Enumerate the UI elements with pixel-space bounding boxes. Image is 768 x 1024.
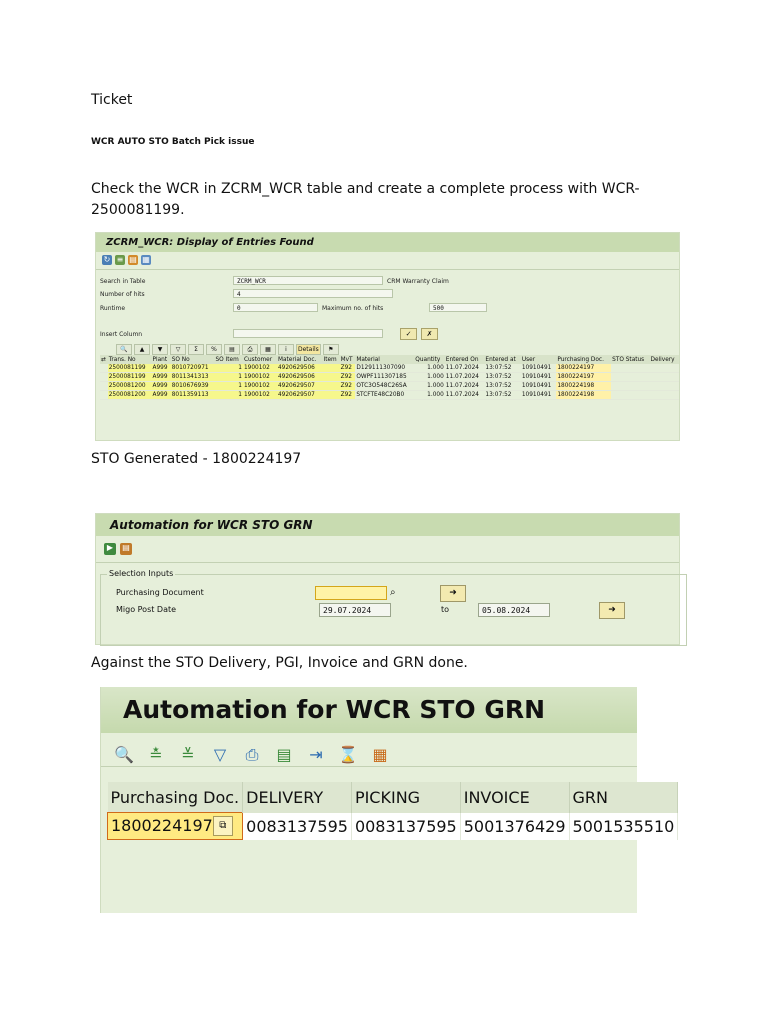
table-cell [322,382,339,391]
table-cell: 10910491 [521,391,557,400]
table-cell: 1 [214,364,242,373]
table-cell: 2500081200 [108,391,152,400]
table-cell: 1800224197 [556,364,611,373]
search-table-label: Search in Table [100,278,146,285]
confirm-button[interactable]: ✓ [400,328,417,340]
table-cell: 2500081199 [108,364,152,373]
migo-post-date-label: Migo Post Date [116,605,177,614]
table-cell: 0083137595 [351,813,460,840]
subtotal-icon[interactable]: % [206,344,222,355]
screen-title: Automation for WCR STO GRN [96,514,679,536]
table-cell: 1800224198 [556,391,611,400]
export-list-icon[interactable]: ▤ [224,344,240,355]
column-header[interactable]: Entered at [484,355,520,364]
table-cell: Z92 [340,382,356,391]
table-cell [650,373,679,382]
table-cell: OTC3O548C26SA [355,382,414,391]
local-file-icon[interactable]: ⌛ [338,745,358,764]
table-cell: Z92 [340,364,356,373]
sap-result-screenshot [100,687,675,913]
column-header[interactable]: Delivery [650,355,679,364]
to-label: to [441,605,450,614]
table-cell: 4920629507 [277,391,323,400]
table-cell [650,391,679,400]
table-cell: 8010676939 [171,382,215,391]
table-cell: 4920629506 [277,373,323,382]
instruction-text: Check the WCR in ZCRM_WCR table and create a complete process with WCR- 2500081199. [91,181,640,218]
sap-table-display-screenshot [95,232,680,441]
runtime-field[interactable]: 0 [233,303,318,312]
table-cell: 1.000 [414,382,444,391]
selection-inputs-group [100,569,687,646]
row-selector[interactable] [100,382,108,391]
table-cell: 11.07.2024 [445,382,485,391]
table-cell: D129111307090 [355,364,414,373]
runtime-label: Runtime [100,305,126,312]
table-cell: 2500081200 [108,382,152,391]
multiple-selection-button[interactable]: ➜ [440,585,466,602]
row-selector-header[interactable]: ⇄ [101,356,106,363]
column-header[interactable]: User [521,355,557,364]
row-selector[interactable] [100,391,108,400]
execute-icon[interactable]: ▶ [104,543,116,555]
table-cell: 10910491 [521,373,557,382]
table-cell: 1900102 [243,382,277,391]
row-selector[interactable] [100,364,108,373]
table-row[interactable] [108,813,678,840]
table-description: CRM Warranty Claim [387,278,449,285]
table-cell: 1 [214,382,242,391]
filter-icon[interactable]: ▽ [170,344,186,355]
export-icon[interactable]: ▤ [276,745,292,764]
table-row[interactable] [100,364,679,373]
table-cell: 11.07.2024 [445,364,485,373]
table-cell: 1800224198 [556,382,611,391]
insert-column-label: Insert Column [100,331,143,338]
table-row[interactable] [100,391,679,400]
details-button[interactable]: Details [298,346,319,353]
table-cell [611,373,649,382]
table-cell: 11.07.2024 [445,391,485,400]
table-cell: 1.000 [414,391,444,400]
settings-icon[interactable]: ▦ [142,255,150,264]
table-cell: 1900102 [243,373,277,382]
insert-column-field[interactable] [233,329,383,338]
table-cell: A999 [152,373,171,382]
entries-table [100,355,679,400]
table-cell [322,364,339,373]
layout-icon[interactable]: ≡ [116,255,124,264]
export-icon[interactable]: ▤ [129,255,137,264]
max-hits-field[interactable]: 500 [429,303,487,312]
layout-grid-icon[interactable]: ▦ [372,745,388,764]
against-text: Against the STO Delivery, PGI, Invoice and GRN done. [91,655,468,671]
hits-label: Number of hits [100,291,145,298]
table-cell[interactable]: 1800224197 ⧉ [108,813,243,840]
cancel-button[interactable]: ✗ [421,328,438,340]
sort-desc-icon[interactable]: ≚ [181,745,195,764]
table-cell: OWPF111307185 [355,373,414,382]
print-icon[interactable]: ⎙ [242,344,258,355]
table-cell [650,382,679,391]
table-cell: 13:07:52 [484,382,520,391]
save-icon[interactable]: ⇥ [309,745,323,764]
column-header[interactable]: INVOICE [460,782,569,813]
table-cell: 10910491 [521,364,557,373]
table-cell [611,364,649,373]
toolbar [104,543,132,555]
table-cell [650,364,679,373]
column-header[interactable]: Entered On [445,355,485,364]
column-header[interactable]: DELIVERY [243,782,352,813]
table-cell: 1.000 [414,364,444,373]
print-icon[interactable]: ⎙ [245,745,259,764]
doc-heading: Ticket [91,92,133,108]
table-cell: 5001535510 [569,813,678,840]
table-cell: A999 [152,364,171,373]
hits-field[interactable]: 4 [233,289,393,298]
column-header[interactable]: Material [355,355,414,364]
toolbar [113,744,391,766]
column-header[interactable]: Item [322,355,339,364]
sort-asc-icon[interactable]: ≛ [149,745,163,764]
table-cell: 13:07:52 [484,373,520,382]
table-cell: 8011341313 [171,373,215,382]
column-header[interactable]: SO No [171,355,215,364]
column-header[interactable]: Customer [243,355,277,364]
flag-icon[interactable]: ⚑ [323,344,339,355]
column-header[interactable]: MvT [340,355,356,364]
table-cell: Z92 [340,391,356,400]
column-header[interactable]: Material Doc. [277,355,323,364]
table-cell [611,382,649,391]
table-cell: 4920629506 [277,364,323,373]
sort-asc-icon[interactable]: ▲ [134,344,150,355]
result-table [107,782,678,840]
table-cell: 13:07:52 [484,364,520,373]
table-cell [611,391,649,400]
table-cell [322,373,339,382]
table-cell: 1900102 [243,391,277,400]
table-row[interactable] [100,373,679,382]
table-cell: 11.07.2024 [445,373,485,382]
column-header[interactable]: PICKING [351,782,460,813]
table-cell: 8011359113 [171,391,215,400]
column-header[interactable]: Purchasing Doc. [556,355,611,364]
toolbar [102,255,151,267]
column-header[interactable]: Plant [152,355,171,364]
date-from-input[interactable]: 29.07.2024 [319,603,391,617]
table-cell: 5001376429 [460,813,569,840]
table-cell: 1 [214,373,242,382]
max-hits-label: Maximum no. of hits [322,305,384,312]
table-cell: 1.000 [414,373,444,382]
table-cell: A999 [152,391,171,400]
sap-selection-screenshot [95,513,680,645]
search-table-field[interactable]: ZCRM_WCR [233,276,383,285]
column-header[interactable]: Purchasing Doc. [108,782,243,813]
table-cell: 2500081199 [108,373,152,382]
table-row[interactable] [100,382,679,391]
purchasing-document-input[interactable] [315,586,387,600]
table-cell: 1 [214,391,242,400]
table-cell: 0083137595 [243,813,352,840]
column-header[interactable]: STO Status [611,355,649,364]
group-title: Selection Inputs [109,569,174,578]
variant-icon[interactable]: ▤ [120,543,132,555]
table-cell: 1800224197 [556,373,611,382]
row-selector[interactable] [100,373,108,382]
column-header[interactable]: GRN [569,782,678,813]
sto-generated-text: STO Generated - 1800224197 [91,451,302,467]
details-icon[interactable]: 🔍 [114,745,134,764]
screen-title: ZCRM_WCR: Display of Entries Found [96,233,679,252]
column-header[interactable]: SO Item [214,355,242,364]
table-cell: STCFTE48C20B0 [355,391,414,400]
table-cell: A999 [152,382,171,391]
issue-title: WCR AUTO STO Batch Pick issue [91,137,255,147]
info-icon[interactable]: i [278,344,294,355]
sort-desc-icon[interactable]: ▼ [152,344,168,355]
table-cell: 13:07:52 [484,391,520,400]
details-icon[interactable]: 🔍 [116,344,132,355]
layout-choose-icon[interactable]: ▦ [260,344,276,355]
table-cell: 4920629507 [277,382,323,391]
screen-title: Automation for WCR STO GRN [101,687,637,733]
table-cell [322,391,339,400]
column-header[interactable]: Trans. No [108,355,152,364]
column-header[interactable]: Quantity [414,355,444,364]
search-help-icon[interactable]: ⌕ [390,587,396,598]
purchasing-document-label: Purchasing Document [116,588,204,597]
date-to-input[interactable]: 05.08.2024 [478,603,550,617]
value-help-icon[interactable]: ⧉ [213,816,233,836]
table-cell: 1900102 [243,364,277,373]
table-cell: Z92 [340,373,356,382]
table-cell: 10910491 [521,382,557,391]
filter-icon[interactable]: ▽ [213,745,227,764]
table-cell: 8010720971 [171,364,215,373]
date-multiple-selection-button[interactable]: ➜ [599,602,625,619]
grid-toolbar [116,344,339,355]
refresh-icon[interactable]: ↻ [103,255,111,264]
sum-icon[interactable]: Σ [188,344,204,355]
